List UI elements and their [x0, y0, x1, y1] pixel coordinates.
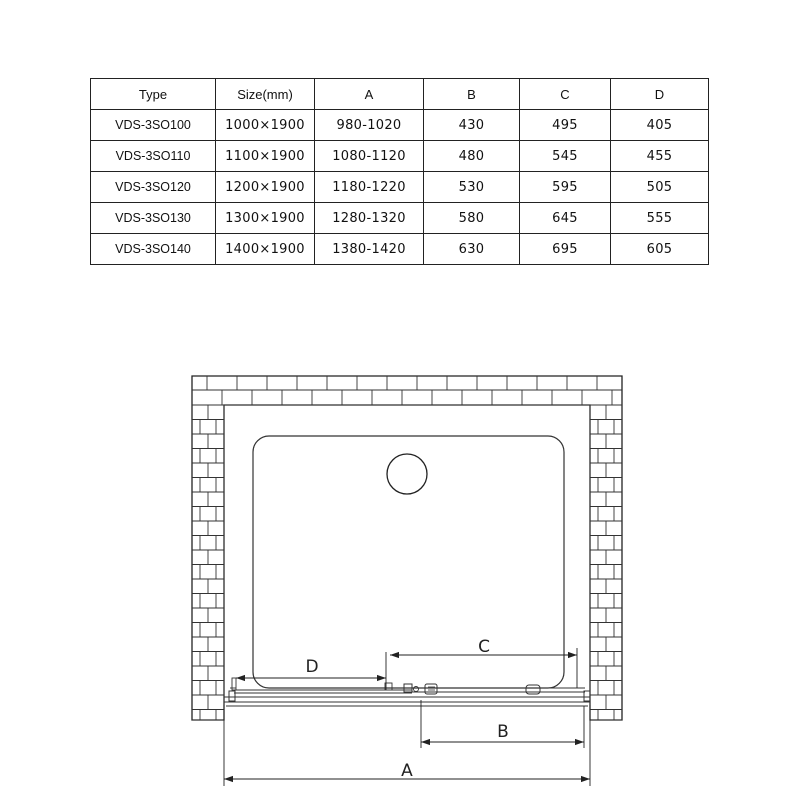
dimension-c [390, 637, 577, 688]
cell-size: 1300×1900 [216, 203, 315, 234]
cell-b: 530 [424, 172, 520, 203]
cell-a: 980-1020 [315, 110, 424, 141]
cell-c: 695 [520, 234, 611, 265]
shower-tray [253, 436, 564, 688]
dimension-c-label: C [478, 637, 490, 657]
drain-circle [387, 454, 427, 494]
cell-b: 430 [424, 110, 520, 141]
cell-d: 555 [611, 203, 709, 234]
header-d: D [611, 79, 709, 110]
cell-size: 1000×1900 [216, 110, 315, 141]
header-a: A [315, 79, 424, 110]
cell-d: 405 [611, 110, 709, 141]
header-c: C [520, 79, 611, 110]
dimension-b-label: B [497, 722, 509, 742]
cell-a: 1080-1120 [315, 141, 424, 172]
cell-c: 545 [520, 141, 611, 172]
header-type: Type [91, 79, 216, 110]
cell-a: 1380-1420 [315, 234, 424, 265]
cell-a: 1180-1220 [315, 172, 424, 203]
cell-d: 455 [611, 141, 709, 172]
dimension-d-label: D [305, 657, 319, 677]
cell-c: 595 [520, 172, 611, 203]
sliding-door [224, 678, 590, 706]
cell-d: 505 [611, 172, 709, 203]
brick-wall [192, 376, 622, 720]
cell-b: 580 [424, 203, 520, 234]
cell-c: 645 [520, 203, 611, 234]
cell-b: 630 [424, 234, 520, 265]
cell-type: VDS-3SO120 [91, 172, 216, 203]
cell-c: 495 [520, 110, 611, 141]
cell-size: 1100×1900 [216, 141, 315, 172]
cell-type: VDS-3SO130 [91, 203, 216, 234]
header-b: B [424, 79, 520, 110]
cell-size: 1400×1900 [216, 234, 315, 265]
cell-b: 480 [424, 141, 520, 172]
header-size: Size(mm) [216, 79, 315, 110]
dimension-a-label: A [401, 761, 413, 781]
cell-type: VDS-3SO110 [91, 141, 216, 172]
dimension-a [224, 705, 590, 786]
cell-a: 1280-1320 [315, 203, 424, 234]
cell-size: 1200×1900 [216, 172, 315, 203]
cell-d: 605 [611, 234, 709, 265]
cell-type: VDS-3SO100 [91, 110, 216, 141]
dimension-b [421, 700, 584, 748]
cell-type: VDS-3SO140 [91, 234, 216, 265]
